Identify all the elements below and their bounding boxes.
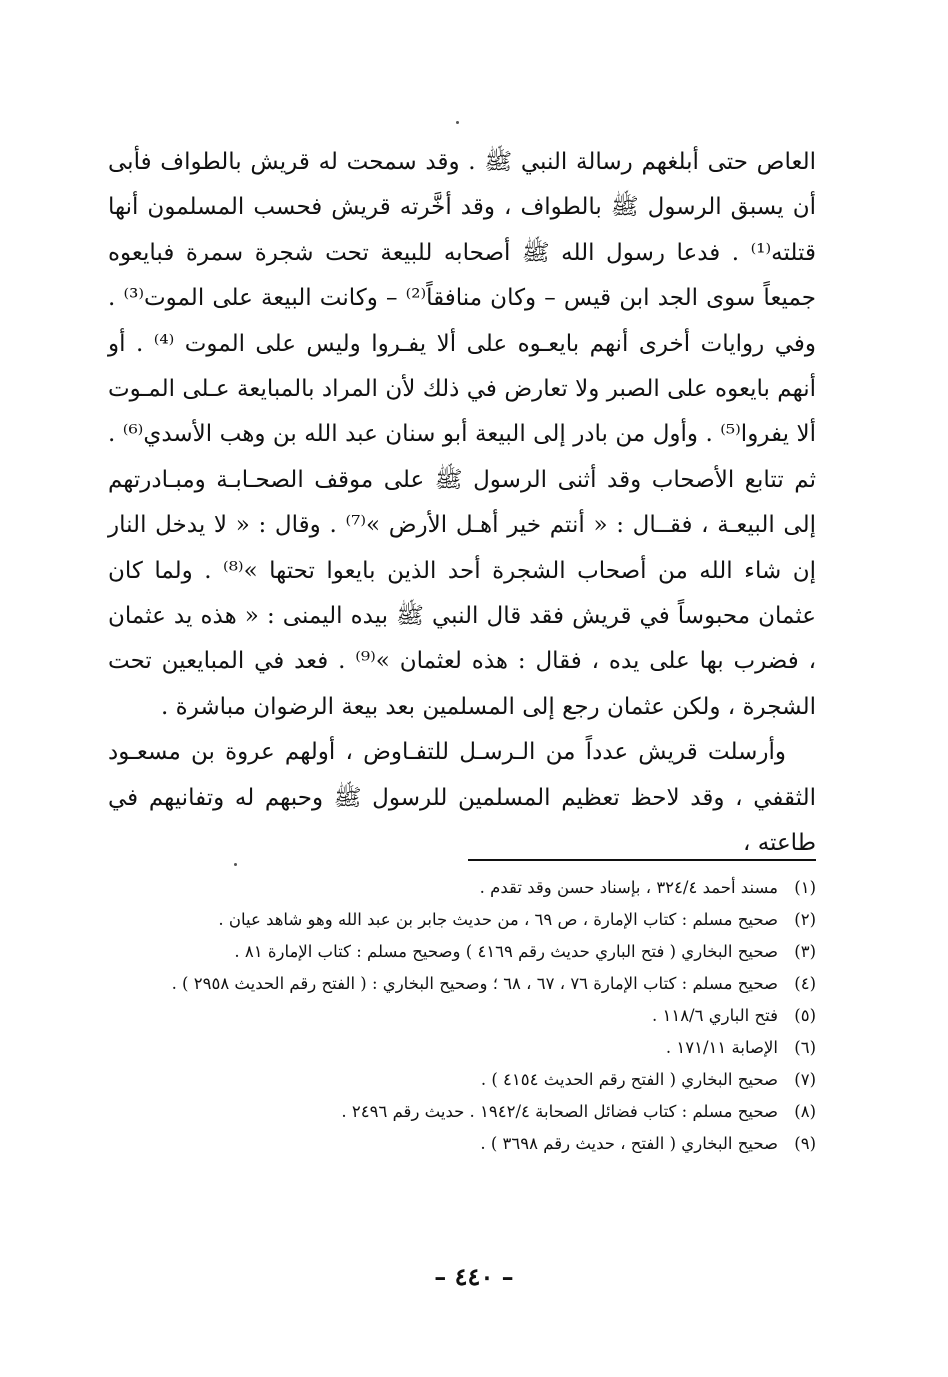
footnote-item	[110, 1064, 816, 1096]
footnote-text: صحيح البخاري ( الفتح رقم الحديث ٤١٥٤ ) .	[480, 1070, 778, 1089]
footnote-item	[110, 1000, 816, 1032]
footnote-text: صحيح مسلم : كتاب فضائل الصحابة ١٩٤٢/٤ . حديث رقم ٢٤٩٦ .	[341, 1102, 778, 1121]
footnote-item	[110, 1032, 816, 1064]
footnote-divider	[468, 859, 816, 861]
footnote-number: (٥)	[794, 1006, 816, 1025]
footnote-number: (٦)	[794, 1038, 816, 1057]
footnote-item	[110, 936, 816, 968]
footnote-number: (٨)	[794, 1102, 816, 1121]
footnote-item	[110, 1128, 816, 1160]
paragraph: وأرسلت قريش عدداً من الـرسـل للتفـاوض ، أولهم عروة بن مسعـود الثقفي ، وقد لاحظ تعظيم المسلمين للرسول ﷺ وحبهم له وتفانيهم في طاعته ،	[108, 739, 816, 857]
footnote-text: فتح الباري ١١٨/٦ .	[651, 1006, 778, 1025]
footnote-text: صحيح مسلم : كتاب الإمارة ، ص ٦٩ ، من حديث جابر بن عبد الله وهو شاهد عيان .	[218, 910, 778, 929]
footnote-number: (٤)	[794, 974, 816, 993]
footnote-text: الإصابة ١٧١/١١ .	[665, 1038, 778, 1057]
footnote-text: صحيح مسلم : كتاب الإمارة ٧٦ ، ٦٧ ، ٦٨ ؛ وصحيح البخاري : ( الفتح رقم الحديث ٢٩٥٨ ) .	[171, 974, 778, 993]
footnote-number: (٢)	[794, 910, 816, 929]
footnote-text: مسند أحمد ٣٢٤/٤ ، بإسناد حسن وقد تقدم .	[479, 878, 778, 897]
footnote-number: (٧)	[794, 1070, 816, 1089]
footnote-item	[110, 1096, 816, 1128]
footnote-text: صحيح البخاري ( الفتح ، حديث رقم ٣٦٩٨ ) .	[480, 1134, 778, 1153]
footnote-item	[110, 968, 816, 1000]
footnotes	[110, 872, 816, 1160]
scan-speck	[456, 121, 459, 124]
footnote-item	[110, 904, 816, 936]
paragraph: العاص حتى أبلغهم رسالة النبي ﷺ . وقد سمحت له قريش بالطواف فأبى أن يسبق الرسول ﷺ بالطواف ، وقد أخَّرته قريش فحسب المسلمون أنها قتلته⁽¹⁾ . فدعا رسول الله ﷺ أصحابه للبيعة تحت شجرة سمرة فبايعوه جميعاً سوى الجد ابن قيس – وكان منافقاً⁽²⁾ – وكانت البيعة على الموت⁽³⁾ . وفي روايات أخرى أنهم بايعـوه على ألا يفـروا وليس على الموت ⁽⁴⁾ . أو أنهم بايعوه على الصبر ولا تعارض في ذلك لأن المراد بالمبايعة عـلى المـوت ألا يفروا⁽⁵⁾ . وأول من بادر إلى البيعة أبو سنان عبد الله بن وهب الأسدي⁽⁶⁾ . ثم تتابع الأصحاب وقد أثنى الرسول ﷺ على موقف الصحـابـة ومبـادرتهم إلى البيعـة ، فقــال : « أنتم خير أهـل الأرض »⁽⁷⁾ . وقال : « لا يدخل النار إن شاء الله من أصحاب الشجرة أحد الذين بايعوا تحتها »⁽⁸⁾ . ولما كان عثمان محبوساً في قريش فقد قال النبي ﷺ بيده اليمنى : « هذه يد عثمان ، فضرب بها على يده ، فقال : هذه لعثمان »⁽⁹⁾ . فعد في المبايعين تحت الشجرة ، ولكن عثمان رجع إلى المسلمين بعد بيعة الرضوان مباشرة .	[108, 149, 817, 720]
footnote-item	[110, 872, 816, 904]
page-number: – ٤٤٠ –	[434, 1262, 514, 1291]
footnote-number: (١)	[794, 878, 816, 897]
footnote-number: (٩)	[794, 1134, 816, 1153]
main-text	[108, 140, 816, 867]
footnote-number: (٣)	[794, 942, 816, 961]
footnote-text: صحيح البخاري ( فتح الباري حديث رقم ٤١٦٩ ) وصحيح مسلم : كتاب الإمارة ٨١ .	[234, 942, 778, 961]
